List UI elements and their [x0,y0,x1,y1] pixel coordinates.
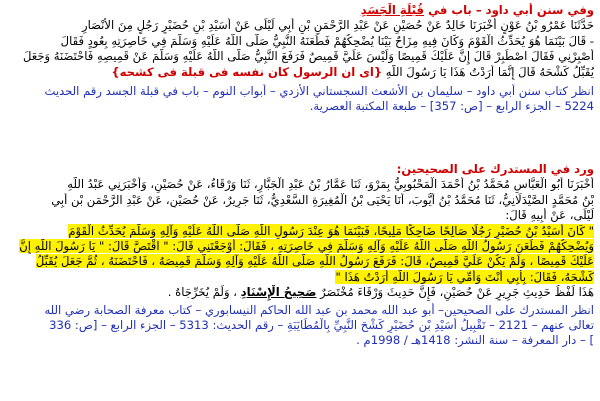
highlighted-matn-line-4 [6,270,594,285]
highlighted-text: كَشْحَهُ، فَقَالَ: بِأَبِي أَنْتَ وَأُمِّي يَا رَسُولَ اللَّهِ أَرَدْتُ هَذَا " [335,269,594,284]
highlighted-text: " كَانَ أُسَيْدُ بْنُ حُضَيْرٍ رَجُلًا صَالِحًا ضَاحِكًا مَلِيحًا، فَبَيْنَمَا هُوَ عِنْدَ رَسُولِ اللَّهِ صَلَّى اللَّهُ عَلَيْهِ وَآلِهِ وَسَلَّمَ يُحَدِّثُ الْقَوْمَ [68,223,594,238]
mustadrak-citation-line-2: تعالى عنهم – 2121 – تَقْبِيلُ أُسَيْدِ بْنِ حُضَيْرٍ كَشْحَ النَّبِيِّ بِالْمُطَايَبَةِ – رقم الحديث: 5313 – الجزء الرابع – [ص: 336 [49,318,594,333]
heading-prefix: وفي سنن أبي داود – باب في [428,3,594,17]
section-heading-abu-dawud [6,3,594,18]
isnad-line-1: أَخْبَرَنَا أَبُو الْعَبَّاسِ مُحَمَّدُ بْنُ أَحْمَدَ الْمَحْبُوبِيُّ بِمَرْوَ، ثَنَا عَمَّارُ بْنُ عَبْدِ الْجَبَّارِ، ثَنَا وَرْقَاءُ، عَنْ حُصَيْنٍ، وَأَخْبَرَنِي عَبْدُ اللَّهِ [67,177,594,192]
hadith-line-4 [6,65,594,80]
mustadrak-block [6,162,594,349]
grading-sahih-isnad: صَحِيحُ الْإِسْنَادِ [240,285,317,300]
hadith-line-2: - قَالَ بَيْنَمَا هُوَ يُحَدِّثُ الْقَوْمَ وَكَانَ فِيهِ مِزَاحٌ بَيْنَا يُضْحِكُهُمْ فَطَعَنَهُ النَّبِيُّ صَلَّى اللَّهُ عَلَيْهِ وَسَلَّمَ فِي خَاصِرَتِهِ بِعُودٍ فَقَالَ [60,33,594,48]
hadith-line-3: أَصْبِرْنِي فَقَالَ اصْطَبِرْ قَالَ إِنَّ عَلَيْكَ قَمِيصًا وَلَيْسَ عَلَيَّ قَمِيصٌ فَرَفَعَ النَّبِيُّ صَلَّى اللَّهُ عَلَيْهِ وَسَلَّمَ عَنْ قَمِيصِهِ فَاحْتَضَنَهُ وَجَعَلَ [22,49,594,64]
section-heading-mustadrak: ورد في المستدرك على الصحيحين: [396,162,594,176]
highlighted-text: عَلَيْكَ قَمِيصًا ، وَلَمْ يَكُنْ عَلَيَّ قَمِيصٌ، قَالَ: فَرَفَعَ رَسُولُ اللَّهِ صَلَّى اللَّهُ عَلَيْهِ وَآلِهِ وَسَلَّمَ قَمِيصَهُ ، فَاحْتَضَنَهُ ، ثُمَّ جَعَلَ يُقَبِّلُ [35,254,594,269]
source-citation-line-1: انظر كتاب سنن أبي داود – سليمان بن الأشعث السجستاني الأزدي – أبواب النوم – باب في قبلة الجسد رقم الحديث [44,84,594,99]
highlighted-matn-line-3 [6,254,594,269]
isnad-line-3: لَيْلَى، عَنْ أَبِيهِ قَالَ: [505,208,594,223]
hadith-line-4-text: يُقَبِّلُ كَشْحَهُ قَالَ إِنَّمَا أَرَدْتُ هَذَا يَا رَسُولَ اللَّهِ [385,64,594,79]
mustadrak-citation-line-3: ] – دار المعرفة – سنة النشر: 1418هـ / 1998م . [356,333,594,348]
commentary-note: {اى ان الرسول كان نفسه فى قبلة فى كشحه} [111,64,383,79]
isnad-line-2: بْنُ مُحَمَّدٍ الصَّيْدَلَانِيُّ، ثَنَا مُحَمَّدُ بْنُ أَيُّوبَ، أَنَا يَحْيَى بْنُ الْمُغِيرَةِ السَّعْدِيُّ، ثَنَا جَرِيرٌ، عَنْ حُصَيْنٍ، عَنْ عَبْدِ الرَّحْمَنِ بْنِ أَبِي [51,192,594,207]
highlighted-text: وَيُضْحِكُهُمْ فَطَعَنَ رَسُولُ اللَّهِ صَلَّى اللَّهُ عَلَيْهِ وَآلِهِ وَسَلَّمَ فِي خَاصِرَتِهِ ، فَقَالَ: أَوْجَعْتَنِي قَالَ: " اقْتَصَّ قَالَ: " يَا رَسُولَ اللَّهِ إِنَّ [19,239,594,254]
hadith-line-1: حَدَّثَنَا عَمْرُو بْنُ عَوْنٍ أَخْبَرَنَا خَالِدٌ عَنْ حُصَيْنٍ عَنْ عَبْدِ الرَّحْمَنِ بْنِ أَبِي لَيْلَى عَنْ أُسَيْدِ بْنِ حُضَيْرٍ رَجُلٍ مِنَ الأَنْصَارِ [82,18,594,33]
mustadrak-citation-line-1: انظر المستدرك على الصحيحين– أبو عبد الله محمد بن عبد الله الحاكم النيسابوري – كتاب معرفة الصحابة رضي الله [44,302,594,317]
highlighted-matn-line-2 [6,239,594,254]
grading-text-a: هَذَا لَفْظُ حَدِيثِ جَرِيرٍ عَنْ حُصَيْنٍ، فَإِنَّ حَدِيثَ وَرْقَاءَ مُخْتَصَرٌ [320,285,594,300]
grading-text-c: ، وَلَمْ يُخَرِّجَاهُ . [167,285,237,300]
highlighted-matn-line-1 [6,224,594,239]
abu-dawud-block [6,3,594,115]
grading-line [6,285,594,300]
heading-underlined-title: قُبْلَةِ الْجَسَدِ [360,3,425,17]
source-citation-line-2: 5224 – الجزء الرابع – [ص: 357] – طبعة المكتبة العصرية. [309,99,594,114]
